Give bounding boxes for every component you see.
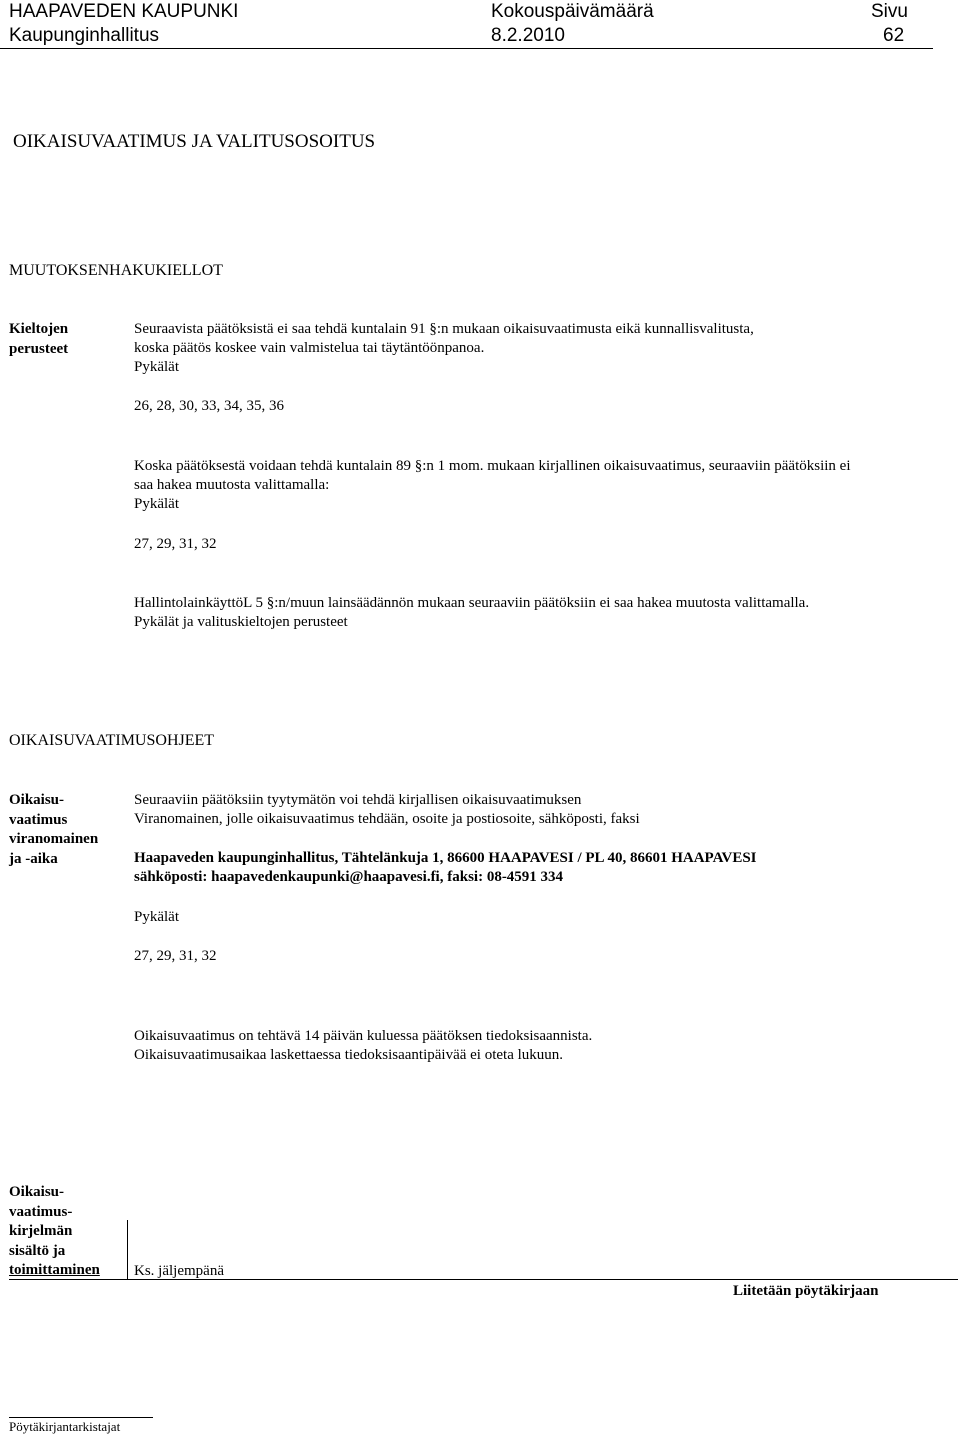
page-label: Sivu [871,1,908,22]
restrictions-paragraph-1: Seuraavista päätöksistä ei saa tehdä kuntalain 91 §:n mukaan oikaisuvaatimusta eikä kunnallisvalitusta, koska päätös koskee vain valmistelua tai täytäntöönpanoa. Pykälät [134,321,754,375]
restrictions-sections-2: 27, 29, 31, 32 [134,536,217,552]
restrictions-paragraph-3: HallintolainkäyttöL 5 §:n/muun lainsäädännön mukaan seuraaviin päätöksiin ei saa hakea muutosta valittamalla. Pykälät ja valituskieltojen perusteet [134,595,810,630]
meeting-date: 8.2.2010 [491,25,565,46]
instructions-text: Seuraaviin päätöksiin tyytymätön voi tehdä kirjallisen oikaisuvaatimuksen Viranomainen, jolle oikaisuvaatimus tehdään, osoite ja postiosoite, sähköposti, faksi [134,792,640,827]
instructions-heading: OIKAISUVAATIMUSOHJEET [9,732,215,749]
restrictions-paragraph-2: Koska päätöksestä voidaan tehdä kuntalain 89 §:n 1 mom. mukaan kirjallinen oikaisuvaatimus, seuraaviin päätöksiin ei saa hakea muutosta valittamalla: Pykälät [134,458,851,512]
deadline-text: Oikaisuvaatimus on tehtävä 14 päivän kuluessa päätöksen tiedoksisaannista. Oikaisuvaatimusaikaa laskettaessa tiedoksisaantipäivää ei oteta lukuun. [134,1028,593,1063]
instructions-sections: 27, 29, 31, 32 [134,948,217,964]
restrictions-sections-1: 26, 28, 30, 33, 34, 35, 36 [134,398,284,414]
instructions-sections-label: Pykälät [134,909,179,925]
meeting-date-label: Kokouspäivämäärä [491,1,654,22]
org-name: HAAPAVEDEN KAUPUNKI [9,1,239,22]
instructions-side-label: Oikaisu- vaatimus viranomainen ja -aika [9,792,99,867]
minutes-checkers: Pöytäkirjantarkistajat [9,1419,121,1434]
page-title: OIKAISUVAATIMUS JA VALITUSOSOITUS [13,131,376,152]
authority-address: Haapaveden kaupunginhallitus, Tähtelänkuja 1, 86600 HAAPAVESI / PL 40, 86601 HAAPAVESI sähköposti: haapavedenkaupunki@haapavesi.fi, faksi: 08-4591 334 [134,850,757,885]
header-rule [0,48,933,49]
attach-to-minutes: Liitetään pöytäkirjaan [733,1283,879,1299]
see-below-text: Ks. jäljempänä [134,1263,224,1279]
content-divider [127,1220,128,1280]
board-name: Kaupunginhallitus [9,25,160,46]
restrictions-heading: MUUTOKSENHAKUKIELLOT [9,262,223,279]
signature-line [9,1417,153,1418]
content-side-label: Oikaisu- vaatimus- kirjelmän sisältö ja toimittaminen [9,1184,100,1278]
page-number: 62 [883,25,905,46]
content-rule [9,1279,958,1280]
restrictions-side-label: Kieltojen perusteet [9,321,69,357]
